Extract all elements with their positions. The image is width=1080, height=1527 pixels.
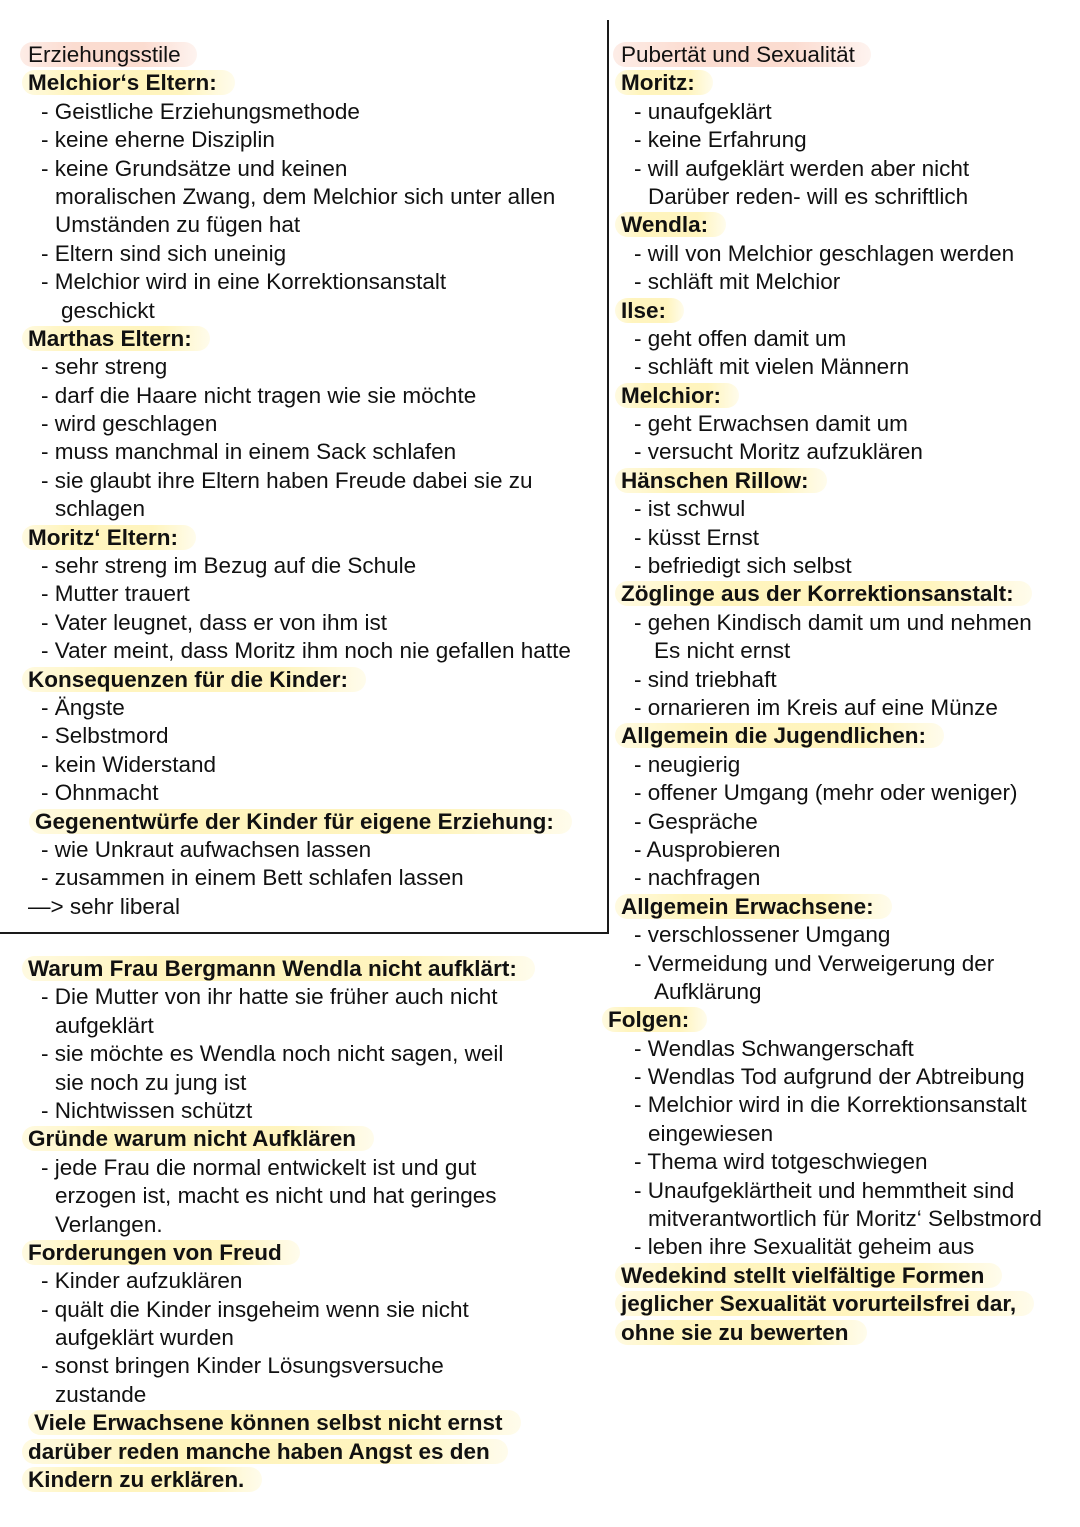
bullet: - will von Melchior geschlagen werden: [634, 240, 1015, 266]
heading-moritz: Moritz:: [615, 70, 713, 95]
bullet: - leben ihre Sexualität geheim aus: [634, 1234, 975, 1260]
bullet-continuation: mitverantwortlich für Moritz‘ Selbstmord: [648, 1206, 1042, 1232]
bullet: - Eltern sind sich uneinig: [41, 240, 287, 266]
bullet-continuation: Darüber reden- will es schriftlich: [648, 183, 969, 209]
conclusion-line: jeglicher Sexualität vorurteilsfrei dar,: [615, 1291, 1034, 1316]
bullet-continuation: Verlangen.: [55, 1211, 163, 1237]
bullet-continuation: geschickt: [61, 297, 155, 323]
summary-line: Viele Erwachsene können selbst nicht ernst: [28, 1410, 521, 1435]
bullet: - geht offen damit um: [634, 325, 847, 351]
bullet: - Wendlas Tod aufgrund der Abtreibung: [634, 1064, 1025, 1090]
conclusion-arrow-line: —> sehr liberal: [28, 893, 180, 919]
bullet: - kein Widerstand: [41, 751, 217, 777]
bullet: - wird geschlagen: [41, 411, 218, 437]
bullet: - Ängste: [41, 694, 125, 720]
bullet-continuation: moralischen Zwang, dem Melchior sich unter allen: [55, 183, 556, 209]
bullet: - Thema wird totgeschwiegen: [634, 1149, 928, 1175]
bullet: - schläft mit Melchior: [634, 269, 841, 295]
bullet: - ist schwul: [634, 496, 746, 522]
bullet: - keine Erfahrung: [634, 127, 807, 153]
bullet: - Geistliche Erziehungsmethode: [41, 98, 360, 124]
bullet: - Vater leugnet, dass er von ihm ist: [41, 609, 387, 635]
bullet-continuation: aufgeklärt: [55, 1012, 154, 1038]
heading-melchior: Melchior:: [615, 383, 739, 408]
bullet: - keine Grundsätze und keinen: [41, 155, 348, 181]
summary-line: darüber reden manche haben Angst es den: [22, 1439, 508, 1464]
bullet: - sehr streng: [41, 354, 168, 380]
left-top-column: [28, 41, 572, 921]
bullet: - will aufgeklärt werden aber nicht: [634, 155, 970, 181]
bullet: - Kinder aufzuklären: [41, 1268, 243, 1294]
bullet: - offener Umgang (mehr oder weniger): [634, 780, 1018, 806]
bullet-continuation: aufgeklärt wurden: [55, 1325, 234, 1351]
heading-erwachsene: Allgemein Erwachsene:: [615, 894, 892, 919]
bullet: - sonst bringen Kinder Lösungsversuche: [41, 1353, 444, 1379]
bullet-continuation: Aufklärung: [654, 978, 762, 1004]
bullet: - schläft mit vielen Männern: [634, 354, 910, 380]
bullet: - befriedigt sich selbst: [634, 553, 852, 579]
heading-moritz-eltern: Moritz‘ Eltern:: [22, 525, 196, 550]
bullet: - Melchior wird in eine Korrektionsanstalt: [41, 269, 447, 295]
bullet: - Mutter trauert: [41, 581, 190, 607]
bullet-continuation: sie noch zu jung ist: [55, 1069, 247, 1095]
bullet: - zusammen in einem Bett schlafen lassen: [41, 865, 464, 891]
summary-line: Kindern zu erklären.: [22, 1467, 262, 1492]
heading-marthas-eltern: Marthas Eltern:: [22, 326, 210, 351]
bullet: - sie möchte es Wendla noch nicht sagen, weil: [41, 1041, 504, 1067]
bullet: - verschlossener Umgang: [634, 922, 891, 948]
bullet-continuation: eingewiesen: [648, 1120, 774, 1146]
vertical-divider: [607, 20, 609, 934]
bullet-continuation: erzogen ist, macht es nicht und hat geringes: [55, 1183, 497, 1209]
heading-frau-bergmann: Warum Frau Bergmann Wendla nicht aufklärt:: [22, 956, 535, 981]
heading-jugendliche: Allgemein die Jugendlichen:: [615, 723, 944, 748]
conclusion-line: ohne sie zu bewerten: [615, 1320, 867, 1345]
bullet-continuation: schlagen: [55, 496, 146, 522]
bullet: - nachfragen: [634, 865, 761, 891]
bullet: - darf die Haare nicht tragen wie sie möchte: [41, 382, 477, 408]
section-title-erziehungsstile: Erziehungsstile: [20, 42, 197, 67]
heading-zoeglinge: Zöglinge aus der Korrektionsanstalt:: [615, 581, 1032, 606]
bullet: - Unaufgeklärtheit und hemmtheit sind: [634, 1177, 1015, 1203]
bullet: - muss manchmal in einem Sack schlafen: [41, 439, 457, 465]
bullet: - wie Unkraut aufwachsen lassen: [41, 836, 372, 862]
bullet: - sehr streng im Bezug auf die Schule: [41, 553, 417, 579]
right-column: [608, 41, 1042, 1347]
heading-gegenentwuerfe: Gegenentwürfe der Kinder für eigene Erziehung:: [29, 809, 572, 834]
horizontal-divider: [0, 932, 609, 934]
heading-freud: Forderungen von Freud: [22, 1240, 300, 1265]
bullet: - Selbstmord: [41, 723, 169, 749]
heading-folgen: Folgen:: [602, 1007, 707, 1032]
bullet: - geht Erwachsen damit um: [634, 411, 908, 437]
bullet: - neugierig: [634, 751, 741, 777]
bullet-continuation: Umständen zu fügen hat: [55, 212, 301, 238]
bullet: - Vater meint, dass Moritz ihm noch nie gefallen hatte: [41, 638, 571, 664]
bullet: - Melchior wird in die Korrektionsanstalt: [634, 1092, 1027, 1118]
bullet: - Vermeidung und Verweigerung der: [634, 950, 995, 976]
bullet: - sie glaubt ihre Eltern haben Freude dabei sie zu: [41, 467, 533, 493]
bullet: - versucht Moritz aufzuklären: [634, 439, 923, 465]
conclusion-line: Wedekind stellt vielfältige Formen: [615, 1263, 1002, 1288]
bullet: - quält die Kinder insgeheim wenn sie nicht: [41, 1296, 469, 1322]
heading-ilse: Ilse:: [615, 298, 684, 323]
left-bottom-column: [28, 955, 535, 1494]
heading-konsequenzen: Konsequenzen für die Kinder:: [22, 667, 366, 692]
bullet: - Wendlas Schwangerschaft: [634, 1035, 914, 1061]
bullet: - küsst Ernst: [634, 524, 760, 550]
heading-melchior-eltern: Melchior‘s Eltern:: [22, 70, 235, 95]
bullet: - Gespräche: [634, 808, 758, 834]
bullet: - gehen Kindisch damit um und nehmen: [634, 609, 1032, 635]
bullet-continuation: zustande: [55, 1381, 147, 1407]
heading-haenschen: Hänschen Rillow:: [615, 468, 827, 493]
bullet: - ornarieren im Kreis auf eine Münze: [634, 694, 998, 720]
bullet: - Nichtwissen schützt: [41, 1097, 253, 1123]
bullet: - Ausprobieren: [634, 836, 781, 862]
bullet-continuation: Es nicht ernst: [654, 638, 791, 664]
bullet: - sind triebhaft: [634, 666, 777, 692]
heading-gruende: Gründe warum nicht Aufklären: [22, 1126, 374, 1151]
bullet: - unaufgeklärt: [634, 98, 772, 124]
section-title-pubertaet: Pubertät und Sexualität: [613, 42, 871, 67]
bullet: - Ohnmacht: [41, 780, 159, 806]
bullet: - keine eherne Disziplin: [41, 127, 275, 153]
bullet: - jede Frau die normal entwickelt ist und gut: [41, 1154, 477, 1180]
heading-wendla: Wendla:: [615, 212, 726, 237]
bullet: - Die Mutter von ihr hatte sie früher auch nicht: [41, 984, 498, 1010]
